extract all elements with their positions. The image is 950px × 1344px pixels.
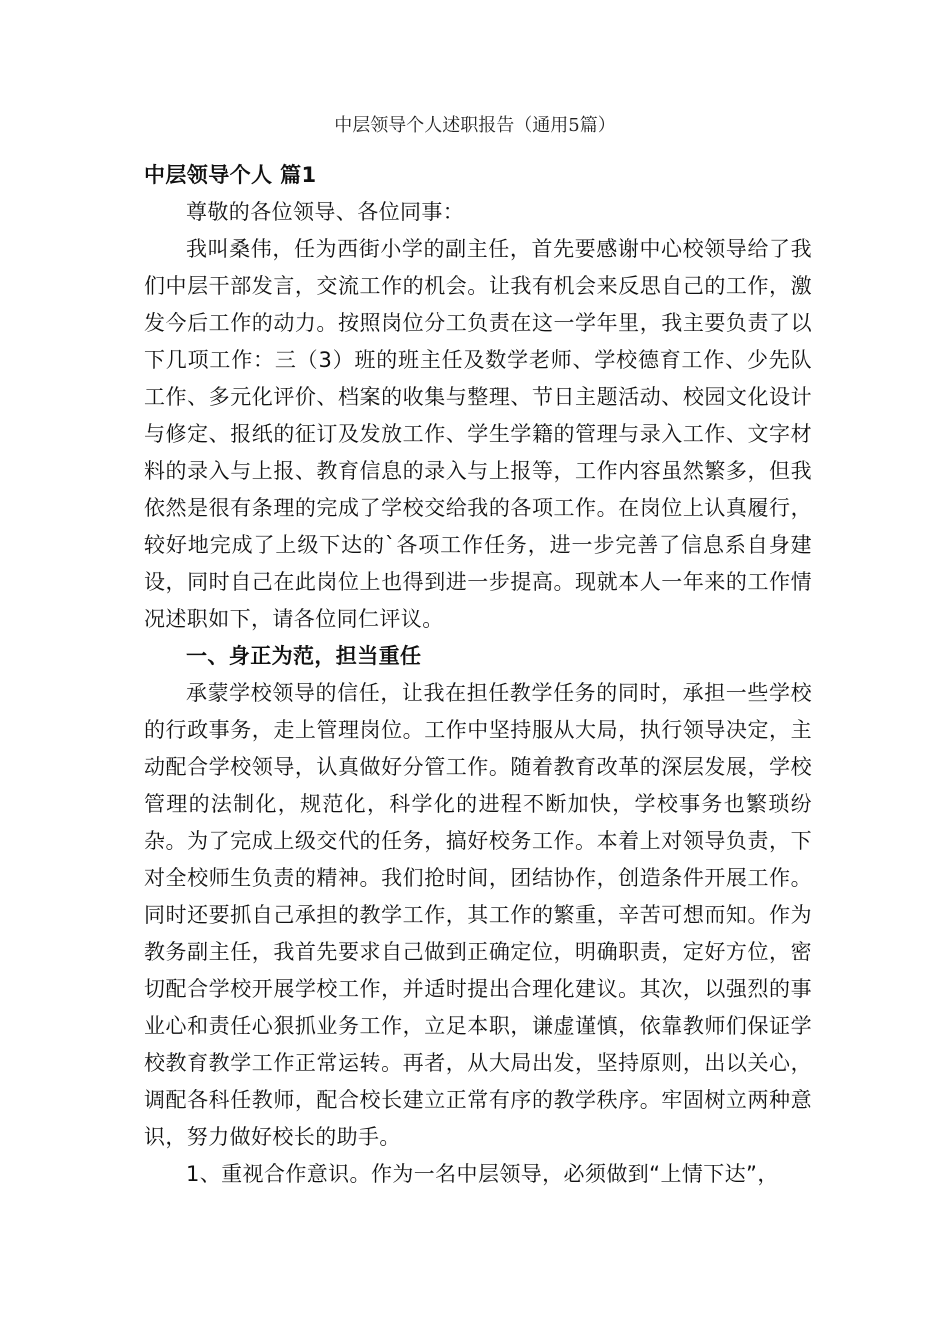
document-title: 中层领导个人述职报告（通用5篇）	[334, 115, 616, 136]
paragraph-intro: 我叫桑伟，任为西街小学的副主任，首先要感谢中心校领导给了我们中层干部发言，交流工作的机会。让我有机会来反思自己的工作，激发今后工作的动力。按照岗位分工负责在这一学年里，我主要负责了以下几项工作：三（3）班的班主任及数学老师、学校德育工作、少先队工作、多元化评价、档案的收集与整理、节日主题活动、校园文化设计与修定、报纸的征订及发放工作、学生学籍的管理与录入工作、文字材料的录入与上报、教育信息的录入与上报等，工作内容虽然繁多，但我依然是很有条理的完成了学校交给我的各项工作。在岗位上认真履行，较好地完成了上级下达的`各项工作任务，进一步完善了信息系自身建设，同时自己在此岗位上也得到进一步提高。现就本人一年来的工作情况述职如下，请各位同仁评议。	[144, 237, 812, 631]
salutation: 尊敬的各位领导、各位同事：	[186, 200, 465, 224]
section-heading: 中层领导个人 篇1	[144, 163, 317, 187]
paragraph-2: 承蒙学校领导的信任，让我在担任教学任务的同时，承担一些学校的行政事务，走上管理岗位。工作中坚持服从大局，执行领导决定，主动配合学校领导，认真做好分管工作。随着教育改革的深层发展，学校管理的法制化，规范化，科学化的进程不断加快，学校事务也繁琐纷杂。为了完成上级交代的任务，搞好校务工作。本着上对领导负责，下对全校师生负责的精神。我们抢时间，团结协作，创造条件开展工作。同时还要抓自己承担的教学工作，其工作的繁重，辛苦可想而知。作为教务副主任，我首先要求自己做到正确定位，明确职责，定好方位，密切配合学校开展学校工作，并适时提出合理化建议。其次，以强烈的事业心和责任心狠抓业务工作，立足本职，谦虚谨慎，依靠教师们保证学校教育教学工作正常运转。再者，从大局出发，坚持原则，出以关心，调配各科任教师，配合校长建立正常有序的教学秩序。牢固树立两种意识，努力做好校长的助手。	[144, 681, 812, 1149]
paragraph-3: 1、重视合作意识。作为一名中层领导，必须做到“上情下达”，	[186, 1162, 779, 1186]
subheading-1: 一、身正为范，担当重任	[186, 644, 422, 668]
document-body	[144, 157, 812, 1193]
